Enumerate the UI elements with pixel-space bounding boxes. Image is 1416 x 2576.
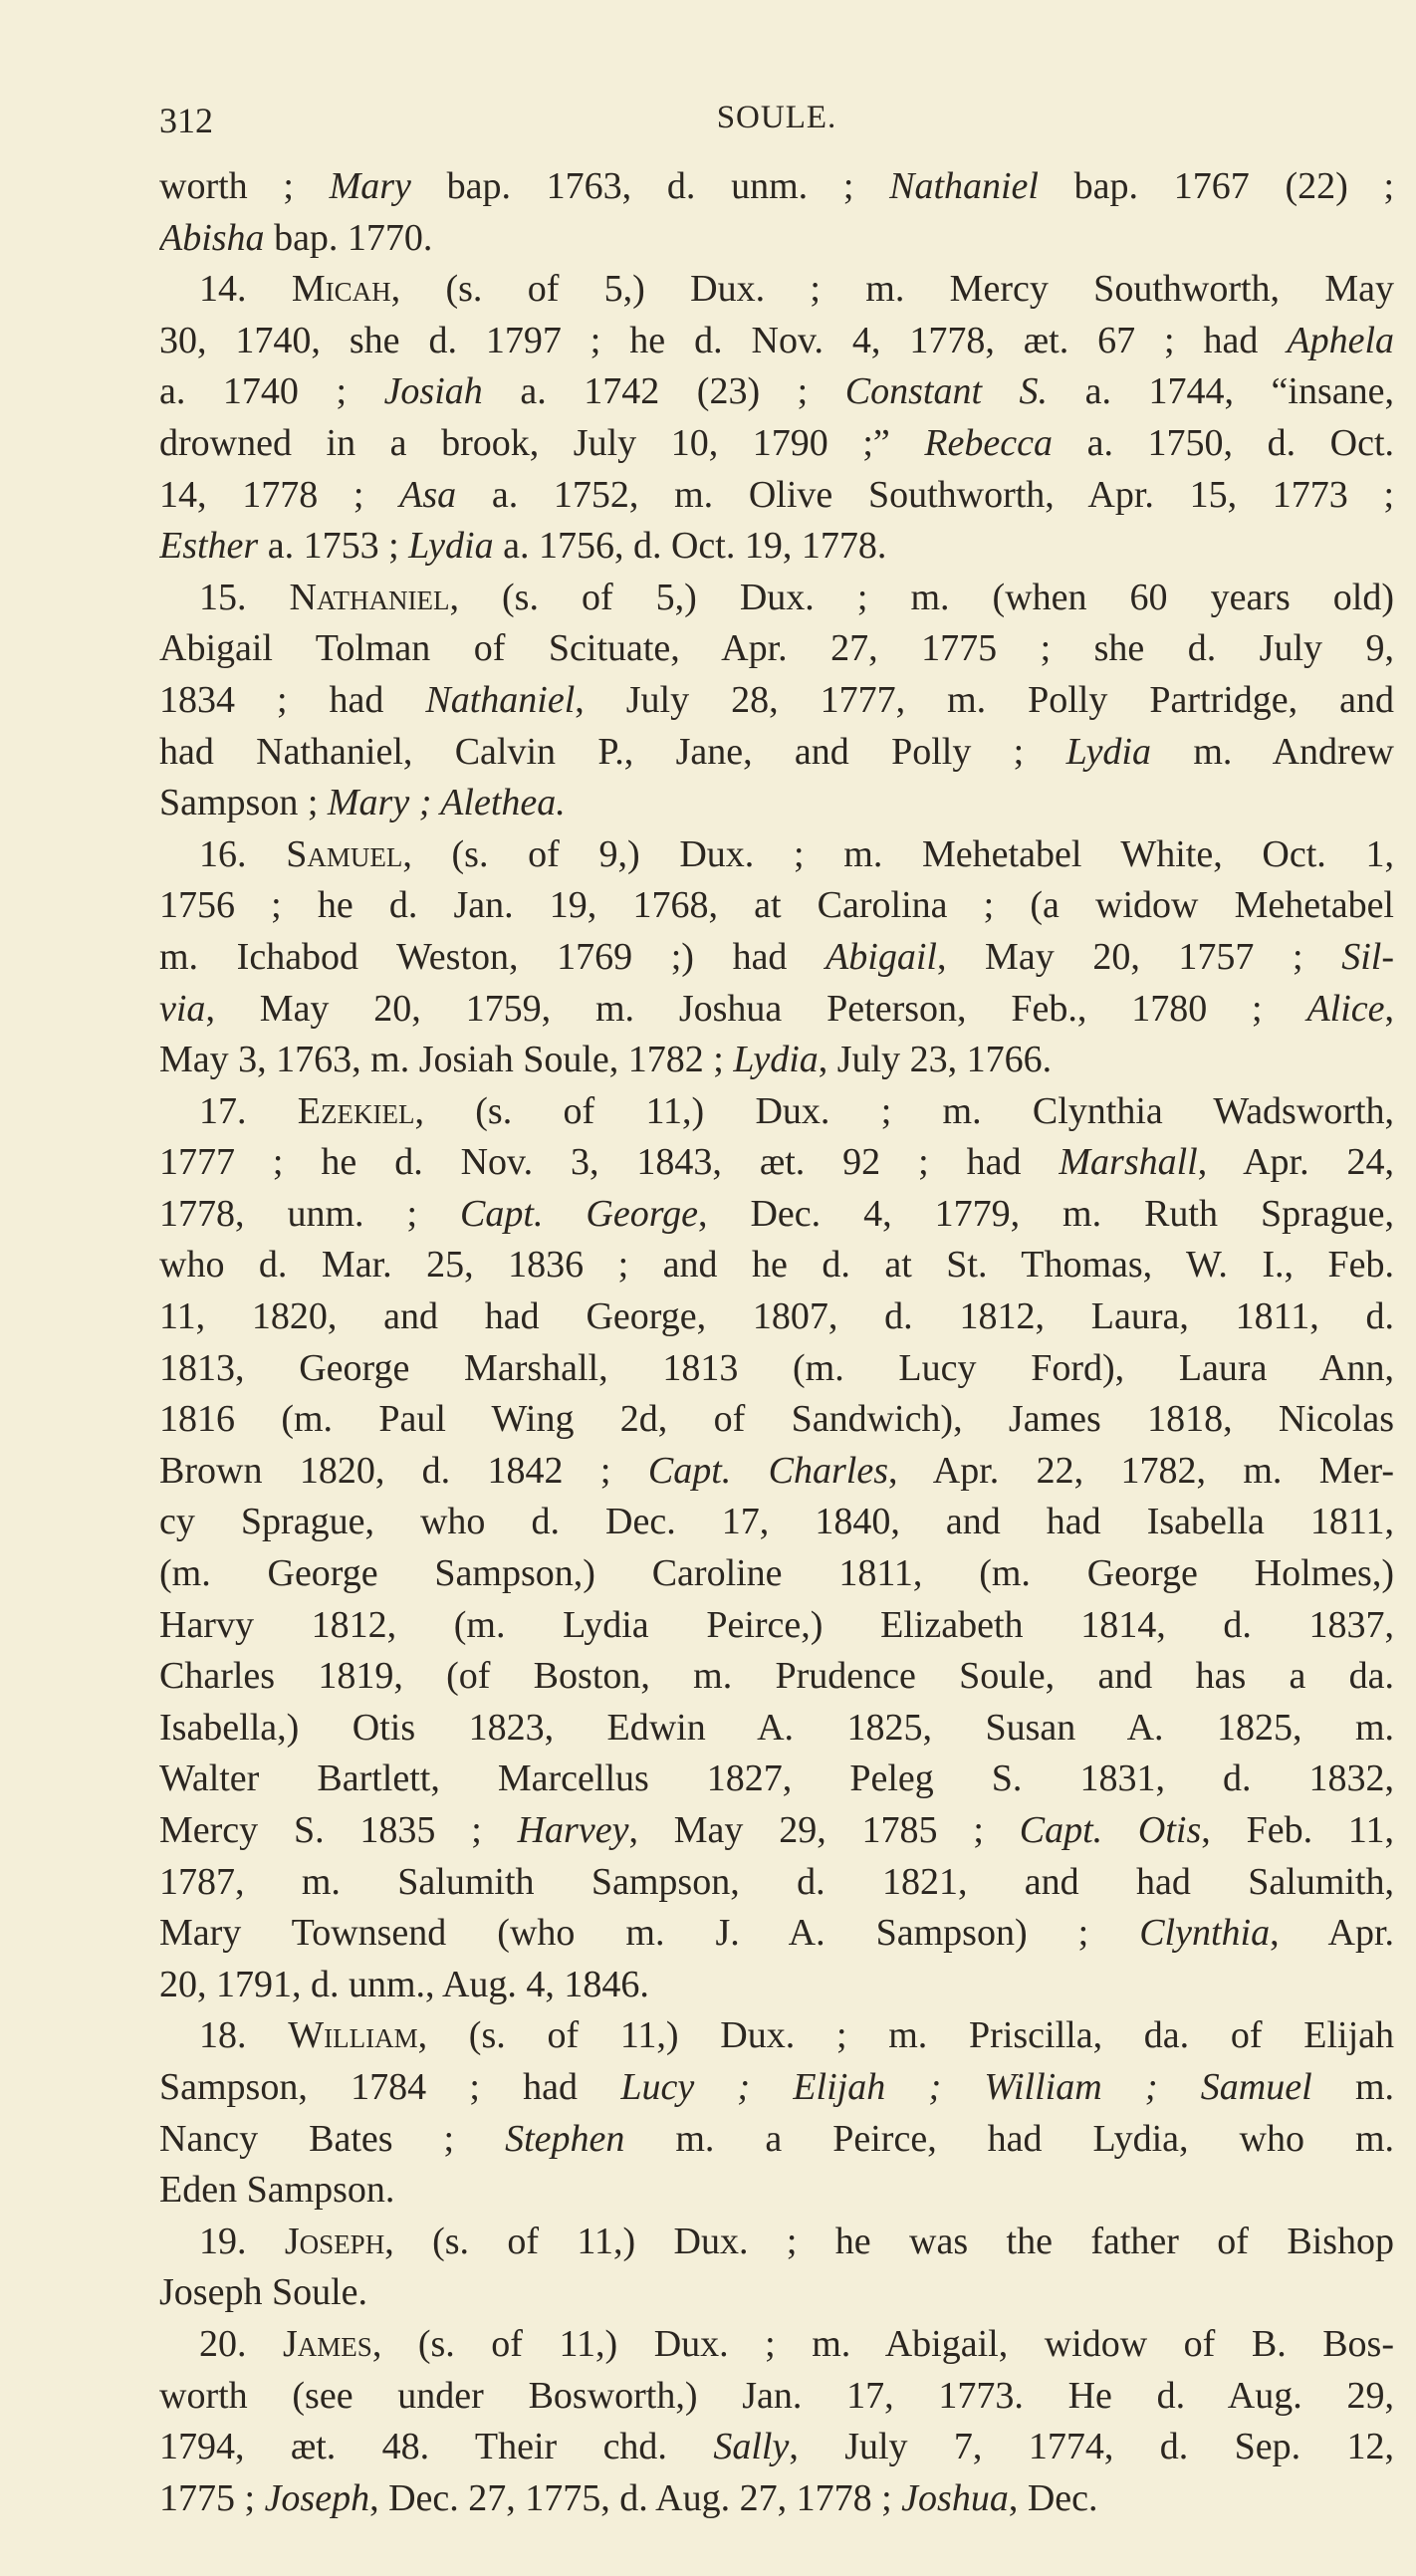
text-run: m. a Peirce, had Lydia, who m. xyxy=(624,2117,1394,2160)
text-line xyxy=(159,2319,1394,2371)
text-run: who d. Mar. 25, 1836 ; and he d. at St. Thomas, W. I., Feb. xyxy=(159,1244,1394,1287)
text-run: May 3, 1763, m. Josiah Soule, 1782 ; xyxy=(159,1039,734,1081)
text-run: , May 29, 1785 ; xyxy=(628,1809,1020,1851)
text-run: 17. xyxy=(199,1089,298,1132)
text-run: worth (see under Bosworth,) Jan. 17, 1773. He d. Aug. 29, xyxy=(159,2374,1394,2417)
text-line xyxy=(159,2114,1394,2166)
text-line xyxy=(159,470,1394,522)
italic-name: Josiah xyxy=(383,370,483,413)
text-line xyxy=(159,880,1394,932)
italic-name: Joseph xyxy=(264,2476,370,2519)
text-run: , Dec. 27, 1775, d. Aug. 27, 1778 ; xyxy=(369,2476,902,2519)
text-line xyxy=(159,984,1394,1036)
text-line xyxy=(159,2371,1394,2423)
text-run: m. Andrew xyxy=(1151,730,1394,773)
text-line xyxy=(159,418,1394,470)
text-run: , Apr. 22, 1782, m. Mer- xyxy=(887,1449,1394,1492)
text-run: 1777 ; he d. Nov. 3, 1843, æt. 92 ; had xyxy=(159,1141,1060,1184)
text-run: a. 1744, “insane, xyxy=(1048,370,1394,413)
text-line xyxy=(159,1240,1394,1291)
text-line xyxy=(159,2010,1394,2062)
text-line xyxy=(159,366,1394,418)
text-line xyxy=(159,1908,1394,1960)
italic-name: Mary ; Alethea. xyxy=(327,782,566,824)
text-run: 1813, George Marshall, 1813 (m. Lucy Ford), Laura Ann, xyxy=(159,1346,1394,1389)
text-run: , (s. of 9,) Dux. ; m. Mehetabel White, Oct. 1, xyxy=(402,832,1394,875)
text-run: , (s. of 11,) Dux. ; m. Priscilla, da. of Elijah xyxy=(417,2014,1394,2057)
text-line xyxy=(159,1035,1394,1086)
italic-name: Lydia xyxy=(408,525,494,568)
text-run: 19. xyxy=(199,2220,285,2262)
text-line xyxy=(159,316,1394,367)
text-run: , July 23, 1766. xyxy=(818,1039,1053,1081)
text-run: , Apr. xyxy=(1270,1912,1394,1955)
text-run: 16. xyxy=(199,832,287,875)
text-run: , (s. of 11,) Dux. ; he was the father of Bishop xyxy=(384,2220,1394,2262)
text-line xyxy=(159,1960,1394,2011)
text-run: 18. xyxy=(199,2014,289,2057)
text-run: 1775 ; xyxy=(159,2476,265,2519)
text-line xyxy=(159,2473,1394,2525)
text-run: m. Ichabod Weston, 1769 ;) had xyxy=(159,935,826,978)
text-run: , (s. of 5,) Dux. ; m. Mercy Southworth, May xyxy=(390,268,1394,311)
italic-name: Aphela xyxy=(1287,319,1394,361)
italic-name: Abisha xyxy=(159,216,265,259)
text-run: 1816 (m. Paul Wing 2d, of Sandwich), James 1818, Nicolas xyxy=(159,1398,1394,1441)
text-line xyxy=(159,1600,1394,1652)
text-run: 15. xyxy=(199,576,290,618)
text-run: , May 20, 1759, m. Joshua Peterson, Feb., 1780 ; xyxy=(205,987,1307,1030)
text-run: Harvy 1812, (m. Lydia Peirce,) Elizabeth 1814, d. 1837, xyxy=(159,1603,1394,1646)
text-run: , xyxy=(1384,987,1394,1030)
text-run: Isabella,) Otis 1823, Edwin A. 1825, Susan A. 1825, m. xyxy=(159,1706,1394,1749)
text-run: worth ; xyxy=(159,165,330,207)
entry-head-name: Ezekiel xyxy=(297,1089,415,1132)
text-run: had Nathaniel, Calvin P., Jane, and Polly ; xyxy=(159,730,1066,773)
text-line xyxy=(159,573,1394,624)
italic-name: Mary xyxy=(329,165,411,207)
text-run: , July 28, 1777, m. Polly Partridge, and xyxy=(575,678,1394,721)
italic-name: Asa xyxy=(399,473,457,516)
page-header xyxy=(159,100,1394,149)
italic-name: Lydia xyxy=(733,1039,819,1081)
text-line xyxy=(159,932,1394,984)
text-run: a. 1750, d. Oct. xyxy=(1053,421,1394,464)
text-line xyxy=(159,1548,1394,1600)
italic-name: Harvey xyxy=(517,1809,629,1851)
paragraph xyxy=(159,161,1394,264)
text-run: Walter Bartlett, Marcellus 1827, Peleg S. 1831, d. 1832, xyxy=(159,1757,1394,1800)
text-run: a. 1742 (23) ; xyxy=(482,370,845,413)
italic-name: Nathaniel xyxy=(889,165,1039,207)
text-line xyxy=(159,1343,1394,1395)
text-run: (m. George Sampson,) Caroline 1811, (m. George Holmes,) xyxy=(159,1552,1394,1595)
text-run: , (s. of 5,) Dux. ; m. (when 60 years old) xyxy=(449,576,1394,618)
text-line xyxy=(159,829,1394,881)
italic-name: Sally xyxy=(713,2426,790,2468)
text-line xyxy=(159,1497,1394,1548)
text-line xyxy=(159,1086,1394,1138)
paragraph xyxy=(159,2319,1394,2524)
text-line xyxy=(159,1291,1394,1343)
text-run: Brown 1820, d. 1842 ; xyxy=(159,1449,648,1492)
text-run: m. xyxy=(1311,2065,1394,2108)
text-run: 30, 1740, she d. 1797 ; he d. Nov. 4, 1778, æt. 67 ; had xyxy=(159,319,1288,361)
italic-name: Constant S. xyxy=(844,370,1049,413)
entry-head-name: Joseph xyxy=(284,2220,385,2262)
entry-head-name: James xyxy=(283,2322,372,2365)
text-run: a. 1753 ; xyxy=(258,525,409,568)
text-line xyxy=(159,1189,1394,1241)
italic-name: Lydia xyxy=(1065,730,1151,773)
entry-head-name: William xyxy=(288,2014,418,2057)
text-line xyxy=(159,1651,1394,1703)
text-line xyxy=(159,1446,1394,1498)
italic-name: Joshua xyxy=(901,2476,1009,2519)
text-run: Eden Sampson. xyxy=(159,2169,395,2212)
italic-name: Lucy ; Elijah ; William ; Samuel xyxy=(620,2065,1312,2108)
text-line xyxy=(159,1805,1394,1857)
text-run: , (s. of 11,) Dux. ; m. Abigail, widow of B. Bos- xyxy=(371,2322,1394,2365)
text-run: 20, 1791, d. unm., Aug. 4, 1846. xyxy=(159,1963,649,2005)
text-line xyxy=(159,675,1394,727)
text-line xyxy=(159,623,1394,675)
entry-head-name: Nathaniel xyxy=(289,576,450,618)
italic-name: Capt. George xyxy=(460,1192,698,1235)
text-run: , Dec. xyxy=(1008,2476,1098,2519)
text-run: Sampson, 1784 ; had xyxy=(159,2065,621,2108)
italic-name: Nathaniel xyxy=(425,678,576,721)
text-run: , (s. of 11,) Dux. ; m. Clynthia Wadsworth, xyxy=(414,1089,1394,1132)
text-run: , May 20, 1757 ; xyxy=(936,935,1342,978)
text-run: Mercy S. 1835 ; xyxy=(159,1809,518,1851)
text-run: Mary Townsend (who m. J. A. Sampson) ; xyxy=(159,1912,1140,1955)
text-run: 1778, unm. ; xyxy=(159,1192,461,1235)
paragraph xyxy=(159,829,1394,1086)
text-line xyxy=(159,2165,1394,2217)
italic-name: Marshall xyxy=(1059,1141,1198,1184)
text-line xyxy=(159,2062,1394,2114)
text-run: bap. 1770. xyxy=(264,216,433,259)
text-line xyxy=(159,1394,1394,1446)
text-run: 1787, m. Salumith Sampson, d. 1821, and had Salumith, xyxy=(159,1860,1394,1903)
entry-head-name: Samuel xyxy=(286,832,403,875)
italic-name: Alice xyxy=(1306,987,1385,1030)
text-run: 14. xyxy=(199,268,292,311)
text-line xyxy=(159,161,1394,213)
italic-name: Abigail xyxy=(826,935,937,978)
text-run: , July 7, 1774, d. Sep. 12, xyxy=(789,2426,1394,2468)
text-line xyxy=(159,2422,1394,2473)
text-run: 1756 ; he d. Jan. 19, 1768, at Carolina ; (a widow Mehetabel xyxy=(159,884,1394,927)
text-line xyxy=(159,1754,1394,1805)
text-line xyxy=(159,2217,1394,2268)
text-line xyxy=(159,213,1394,265)
text-run: bap. 1763, d. unm. ; xyxy=(410,165,890,207)
text-line xyxy=(159,727,1394,779)
italic-name: Clynthia xyxy=(1139,1912,1271,1955)
text-run: 1834 ; had xyxy=(159,678,426,721)
text-line xyxy=(159,1703,1394,1755)
running-title: SOULE. xyxy=(716,100,837,135)
text-run: Sampson ; xyxy=(159,782,328,824)
text-run: Nancy Bates ; xyxy=(159,2117,506,2160)
text-run: , Feb. 11, xyxy=(1201,1809,1394,1851)
text-line xyxy=(159,2267,1394,2319)
text-run: 20. xyxy=(199,2322,284,2365)
text-line xyxy=(159,264,1394,316)
text-run: bap. 1767 (22) ; xyxy=(1038,165,1394,207)
paragraph xyxy=(159,264,1394,573)
paragraph xyxy=(159,1086,1394,2011)
text-run: Joseph Soule. xyxy=(159,2271,367,2314)
text-run: , Dec. 4, 1779, m. Ruth Sprague, xyxy=(697,1192,1394,1235)
italic-name: Stephen xyxy=(505,2117,625,2160)
text-run: a. 1756, d. Oct. 19, 1778. xyxy=(493,525,887,568)
text-line xyxy=(159,1857,1394,1909)
italic-name: Capt. Charles xyxy=(647,1449,888,1492)
text-run: Charles 1819, (of Boston, m. Prudence Soule, and has a da. xyxy=(159,1655,1394,1698)
text-run: a. 1752, m. Olive Southworth, Apr. 15, 1773 ; xyxy=(456,473,1394,516)
text-line xyxy=(159,521,1394,573)
italic-name: Esther xyxy=(159,525,259,568)
italic-name: Capt. Otis xyxy=(1019,1809,1202,1851)
paragraph xyxy=(159,2217,1394,2319)
text-run: drowned in a brook, July 10, 1790 ;” xyxy=(159,421,925,464)
page-number: 312 xyxy=(159,101,213,140)
text-run: , Apr. 24, xyxy=(1197,1141,1394,1184)
text-run: a. 1740 ; xyxy=(159,370,384,413)
entry-head-name: Micah xyxy=(291,268,391,311)
text-run: cy Sprague, who d. Dec. 17, 1840, and had Isabella 1811, xyxy=(159,1501,1394,1543)
text-run: Abigail Tolman of Scituate, Apr. 27, 1775 ; she d. July 9, xyxy=(159,627,1394,670)
paragraph xyxy=(159,573,1394,829)
text-line xyxy=(159,1137,1394,1189)
text-run: 1794, æt. 48. Their chd. xyxy=(159,2426,714,2468)
text-line xyxy=(159,778,1394,829)
body-text xyxy=(159,161,1394,2524)
italic-name: Rebecca xyxy=(924,421,1054,464)
paragraph xyxy=(159,2010,1394,2216)
italic-name: via xyxy=(159,987,206,1030)
italic-name: Sil- xyxy=(1341,935,1394,978)
text-run: 11, 1820, and had George, 1807, d. 1812, Laura, 1811, d. xyxy=(159,1295,1394,1338)
text-run: 14, 1778 ; xyxy=(159,473,400,516)
